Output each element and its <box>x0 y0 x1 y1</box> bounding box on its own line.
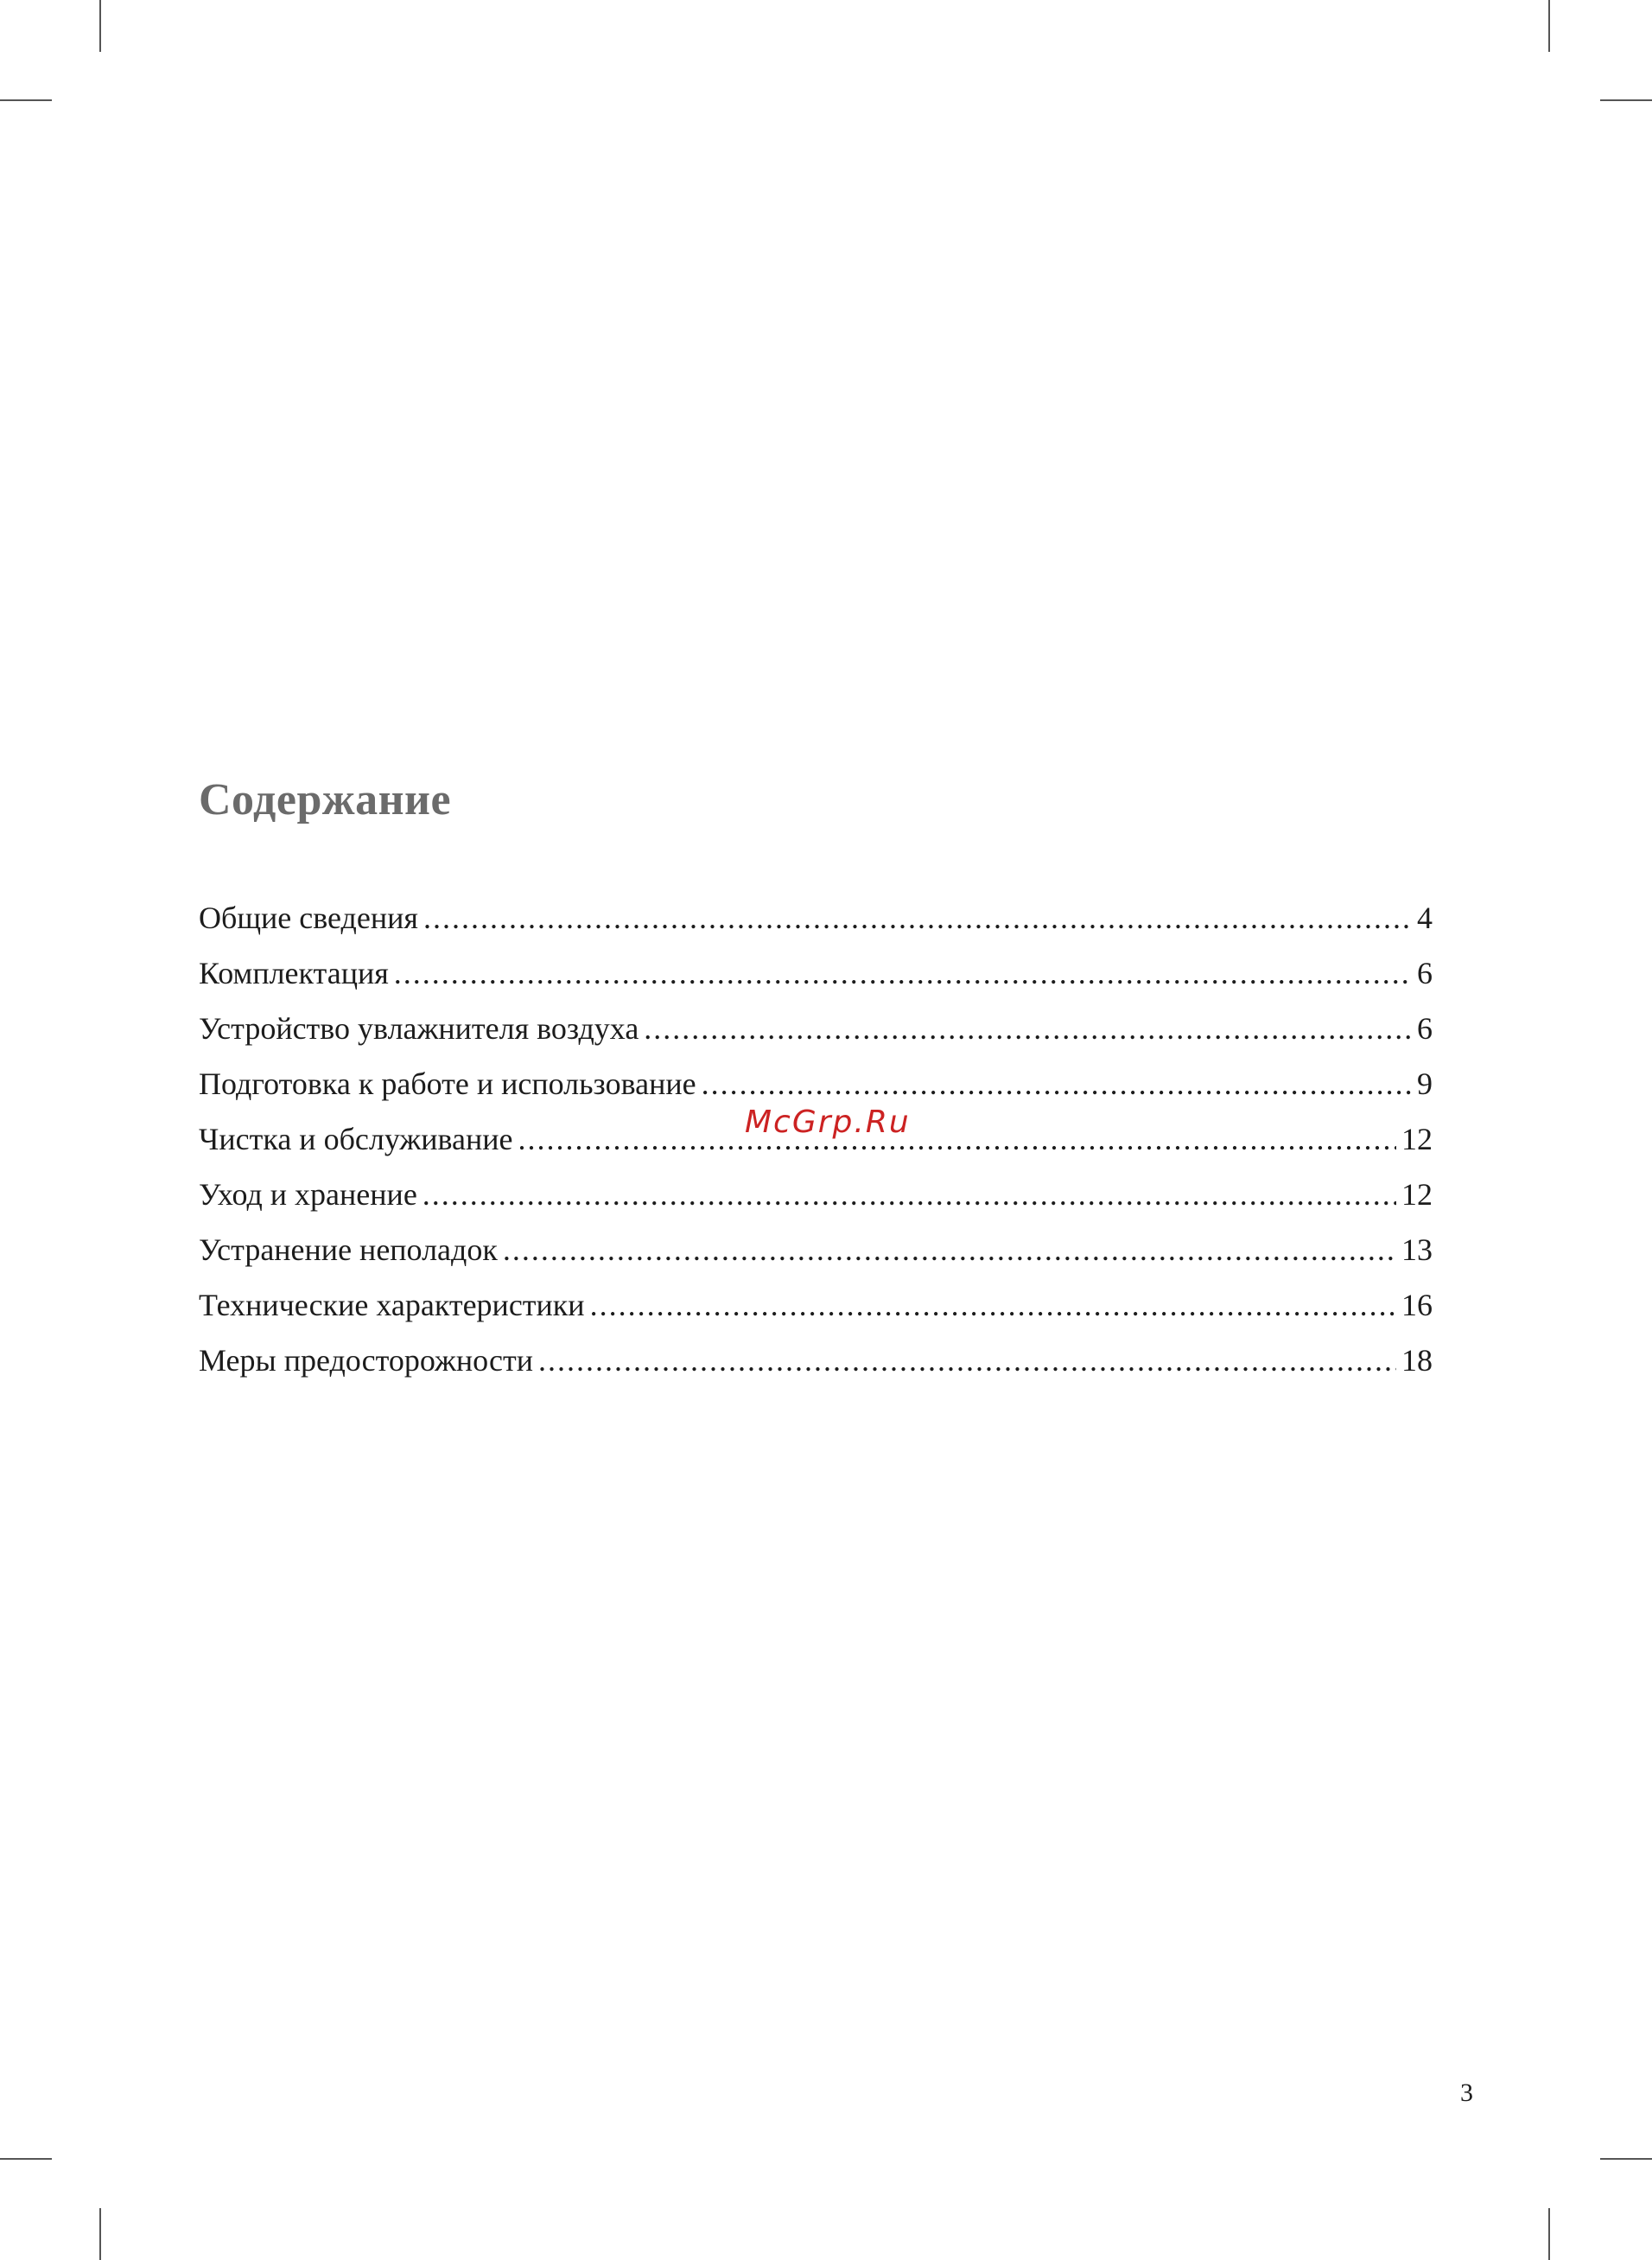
toc-leader-dots <box>518 1124 1397 1155</box>
crop-mark-bottom-right-horizontal <box>1600 2158 1652 2160</box>
toc-leader-dots <box>503 1234 1396 1265</box>
toc-entry-page: 12 <box>1401 1177 1433 1212</box>
toc-entry-page: 9 <box>1417 1066 1433 1101</box>
table-of-contents <box>199 902 1433 1400</box>
crop-mark-top-left-horizontal <box>0 99 52 101</box>
toc-entry-troubleshooting[interactable] <box>199 1234 1433 1289</box>
toc-entry-safety-precautions[interactable] <box>199 1345 1433 1400</box>
toc-leader-dots <box>590 1289 1396 1321</box>
toc-entry-general-info[interactable] <box>199 902 1433 958</box>
toc-entry-specifications[interactable] <box>199 1289 1433 1345</box>
toc-entry-label: Комплектация <box>199 956 389 990</box>
crop-mark-bottom-left-vertical <box>99 2208 101 2260</box>
toc-leader-dots <box>538 1345 1396 1376</box>
toc-entry-page: 6 <box>1417 1011 1433 1046</box>
toc-entry-label: Устройство увлажнителя воздуха <box>199 1011 639 1046</box>
watermark-text: McGrp.Ru <box>745 1105 911 1140</box>
toc-entry-label: Технические характеристики <box>199 1288 585 1322</box>
toc-entry-page: 6 <box>1417 956 1433 990</box>
toc-entry-package-contents[interactable] <box>199 958 1433 1013</box>
toc-entry-page: 18 <box>1401 1343 1433 1378</box>
crop-mark-bottom-right-vertical <box>1548 2208 1550 2260</box>
toc-leader-dots <box>394 958 1412 989</box>
toc-heading: Содержание <box>199 775 452 824</box>
toc-entry-page: 16 <box>1401 1288 1433 1322</box>
toc-entry-care-storage[interactable] <box>199 1179 1433 1234</box>
toc-entry-page: 12 <box>1401 1122 1433 1156</box>
crop-mark-top-right-vertical <box>1548 0 1550 52</box>
toc-entry-page: 4 <box>1417 901 1433 935</box>
toc-entry-label: Общие сведения <box>199 901 418 935</box>
page-number: 3 <box>1460 2079 1473 2107</box>
toc-entry-label: Чистка и обслуживание <box>199 1122 513 1156</box>
toc-leader-dots <box>423 902 1412 933</box>
crop-mark-top-right-horizontal <box>1600 99 1652 101</box>
crop-mark-top-left-vertical <box>99 0 101 52</box>
toc-entry-page: 13 <box>1401 1232 1433 1267</box>
toc-entry-label: Устранение неполадок <box>199 1232 498 1267</box>
toc-entry-label: Меры предосторожности <box>199 1343 534 1378</box>
crop-mark-bottom-left-horizontal <box>0 2158 52 2160</box>
toc-entry-label: Уход и хранение <box>199 1177 417 1212</box>
toc-entry-label: Подготовка к работе и использование <box>199 1066 696 1101</box>
toc-leader-dots <box>702 1068 1412 1099</box>
toc-leader-dots <box>423 1179 1396 1210</box>
toc-leader-dots <box>644 1013 1412 1044</box>
toc-entry-device-design[interactable] <box>199 1013 1433 1068</box>
